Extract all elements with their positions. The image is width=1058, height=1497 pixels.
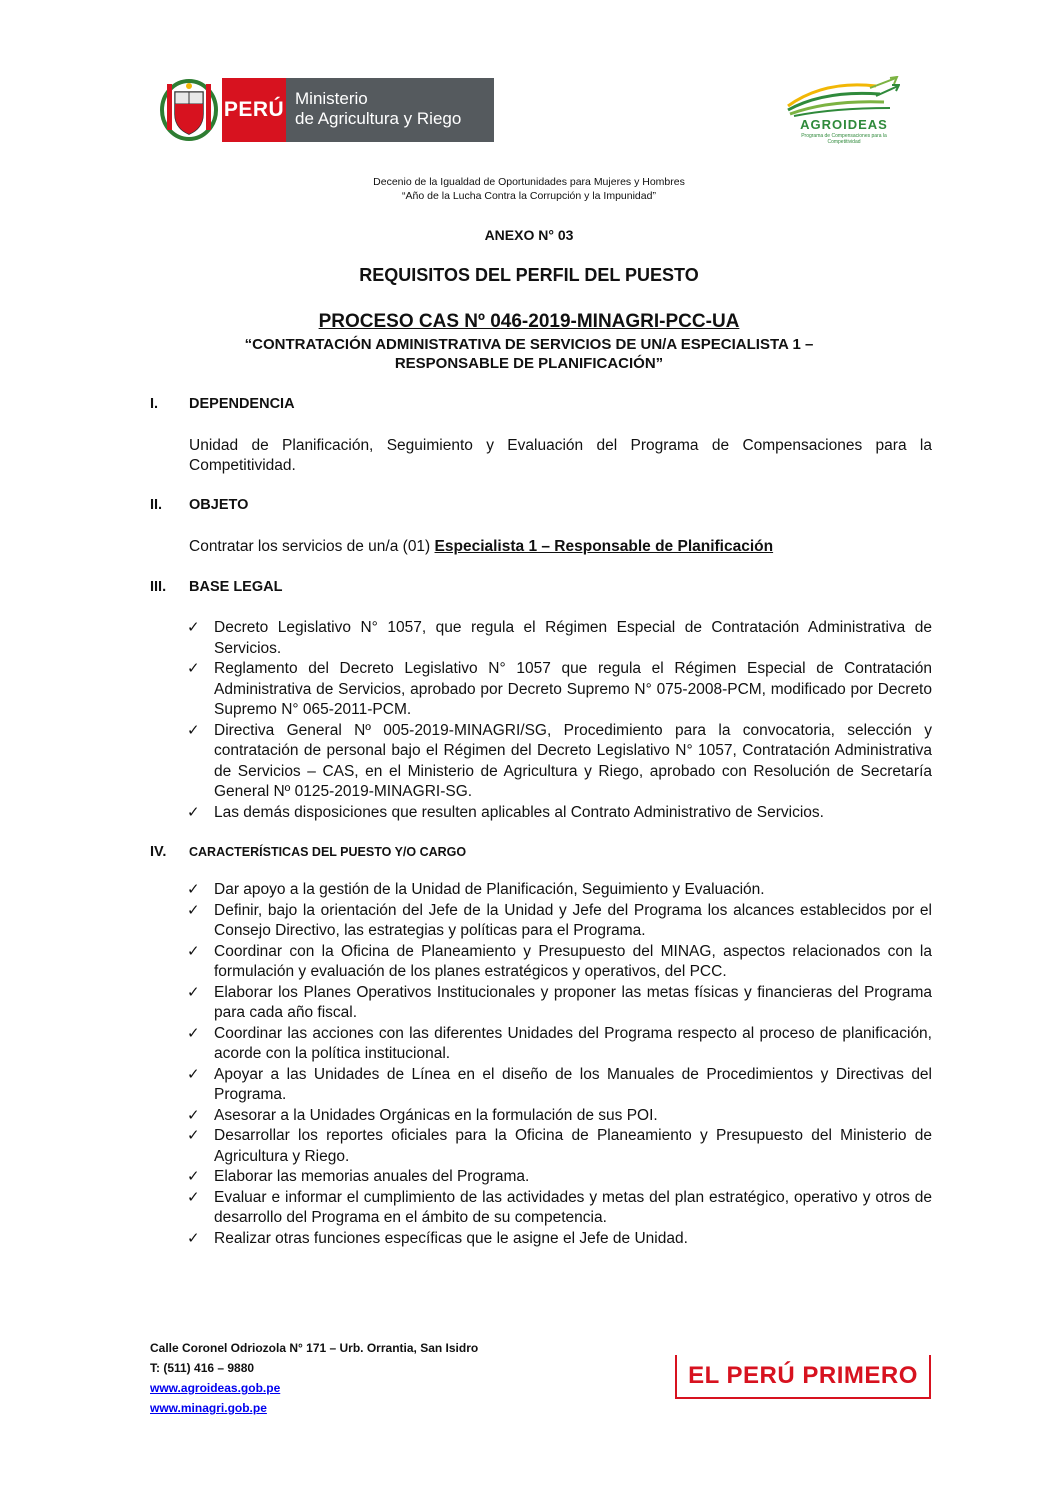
dependencia-line-2: Competitividad. (189, 457, 296, 474)
caracteristicas-list (187, 880, 932, 1249)
check-icon: ✓ (187, 1106, 200, 1124)
document-title: REQUISITOS DEL PERFIL DEL PUESTO (359, 265, 699, 285)
list-item: ✓ Desarrollar los reportes oficiales para la Oficina de Planeamiento y Presupuesto del Ministerio de Agricultura y Riego. (187, 1127, 932, 1165)
objeto-paragraph (189, 537, 773, 557)
section-number: IV. (150, 844, 167, 860)
check-icon: ✓ (187, 803, 200, 821)
footer-contact (150, 1338, 478, 1418)
anio-line: “Año de la Lucha Contra la Corrupción y la Impunidad” (402, 190, 656, 202)
check-icon: ✓ (187, 1024, 200, 1042)
check-icon: ✓ (187, 1188, 200, 1206)
check-icon: ✓ (187, 983, 200, 1001)
list-item: ✓ Elaborar los Planes Operativos Institucionales y proponer las metas físicas y financieras del Programa para cada año fiscal. (187, 983, 932, 1021)
peru-brand-block: PERÚ (222, 78, 286, 142)
footer-phone: T: (511) 416 – 9880 (150, 1361, 255, 1375)
list-item: ✓ Coordinar con la Oficina de Planeamiento y Presupuesto del MINAG, aspectos relacionados con la formulación y evaluación de los planes estratégicos y operativos, del PCC. (187, 942, 932, 980)
contratacion-line-2: RESPONSABLE DE PLANIFICACIÓN” (394, 355, 664, 372)
list-item: ✓ Apoyar a las Unidades de Línea en el diseño de los Manuales de Procedimientos y Directivas del Programa. (187, 1065, 932, 1103)
list-item: ✓ Las demás disposiciones que resulten aplicables al Contrato Administrativo de Servicios. (187, 803, 932, 824)
ministry-brand-block (286, 78, 494, 142)
ministry-line-1: Ministerio (295, 89, 368, 108)
list-item: ✓ Directiva General Nº 005-2019-MINAGRI/SG, Procedimiento para la convocatoria, selección y contratación de personal bajo el Régimen del Decreto Legislativo N° 1057, Contratación Administrativa de Servicios – CAS, en el Ministerio de Agricultura y Riego, aprobado con Resolución de Secretaría General Nº 0125-2019-MINAGRI-SG. (187, 721, 932, 800)
el-peru-primero-logo: EL PERÚ PRIMERO (675, 1355, 931, 1399)
list-item: ✓ Coordinar las acciones con las diferentes Unidades del Programa respecto al proceso de planificación, acorde con la política institucional. (187, 1024, 932, 1062)
check-icon: ✓ (187, 660, 200, 677)
check-icon: ✓ (187, 1065, 200, 1083)
section-number: III. (150, 579, 167, 595)
section-number: I. (150, 396, 159, 412)
footer-link-agroideas[interactable]: www.agroideas.gob.pe (150, 1381, 281, 1395)
base-legal-list (187, 618, 932, 823)
list-item: ✓ Dar apoyo a la gestión de la Unidad de Planificación, Seguimiento y Evaluación. (187, 880, 932, 901)
list-item: ✓ Reglamento del Decreto Legislativo N° 1057 que regula el Régimen Especial de Contratación Administrativa de Servicios, aprobado por Decreto Supremo N° 075-2008-PCM, modificado por Decreto Supremo N° 065-2011-PCM. (187, 660, 932, 718)
ministry-line-2: de Agricultura y Riego (295, 109, 462, 128)
section-title-objeto: OBJETO (189, 497, 249, 513)
objeto-text: Contratar los servicios de un/a (01) (189, 538, 435, 555)
footer-link-minagri[interactable]: www.minagri.gob.pe (150, 1401, 267, 1415)
agroideas-tagline: Programa de Compensaciones para la Competitividad (801, 133, 887, 145)
check-icon: ✓ (187, 1229, 200, 1247)
contratacion-line-1: “CONTRATACIÓN ADMINISTRATIVA DE SERVICIOS DE UN/A ESPECIALISTA 1 – (244, 336, 814, 353)
agroideas-name: AGROIDEAS (800, 117, 888, 132)
check-icon: ✓ (187, 942, 200, 960)
anexo-label: ANEXO N° 03 (484, 227, 574, 243)
footer-address: Calle Coronel Odriozola N° 171 – Urb. Orrantia, San Isidro (150, 1341, 479, 1355)
objeto-emphasis: Especialista 1 – Responsable de Planificación (434, 538, 774, 555)
decenio-line: Decenio de la Igualdad de Oportunidades para Mujeres y Hombres (373, 176, 685, 188)
check-icon: ✓ (187, 881, 200, 898)
section-title-dependencia: DEPENDENCIA (189, 396, 295, 412)
dependencia-line-1: Unidad de Planificación, Seguimiento y Evaluación del Programa de Compensaciones para la (189, 437, 932, 454)
list-item: ✓ Realizar otras funciones específicas que le asigne el Jefe de Unidad. (187, 1229, 932, 1250)
list-item: ✓ Asesorar a la Unidades Orgánicas en la formulación de sus POI. (187, 1106, 932, 1127)
list-item: ✓ Elaborar las memorias anuales del Programa. (187, 1167, 932, 1188)
section-title-caracteristicas: CARACTERÍSTICAS DEL PUESTO Y/O CARGO (189, 845, 467, 859)
section-number: II. (150, 497, 163, 513)
proceso-title: PROCESO CAS Nº 046-2019-MINAGRI-PCC-UA (318, 311, 740, 332)
check-icon: ✓ (187, 619, 200, 636)
check-icon: ✓ (187, 901, 200, 919)
check-icon: ✓ (187, 1127, 200, 1144)
check-icon: ✓ (187, 721, 200, 739)
peru-coat-of-arms-icon (159, 76, 219, 142)
section-title-base-legal: BASE LEGAL (189, 579, 283, 595)
list-item: ✓ Decreto Legislativo N° 1057, que regula el Régimen Especial de Contratación Administrativa de Servicios. (187, 619, 932, 657)
list-item: ✓ Definir, bajo la orientación del Jefe de la Unidad y Jefe del Programa los alcances establecidos por el Consejo Directivo, las estrategias y políticas para el Programa. (187, 901, 932, 939)
check-icon: ✓ (187, 1168, 200, 1185)
list-item: ✓ Evaluar e informar el cumplimiento de las actividades y metas del plan estratégico, operativo y otros de desarrollo del Programa en el ámbito de su competencia. (187, 1188, 932, 1226)
